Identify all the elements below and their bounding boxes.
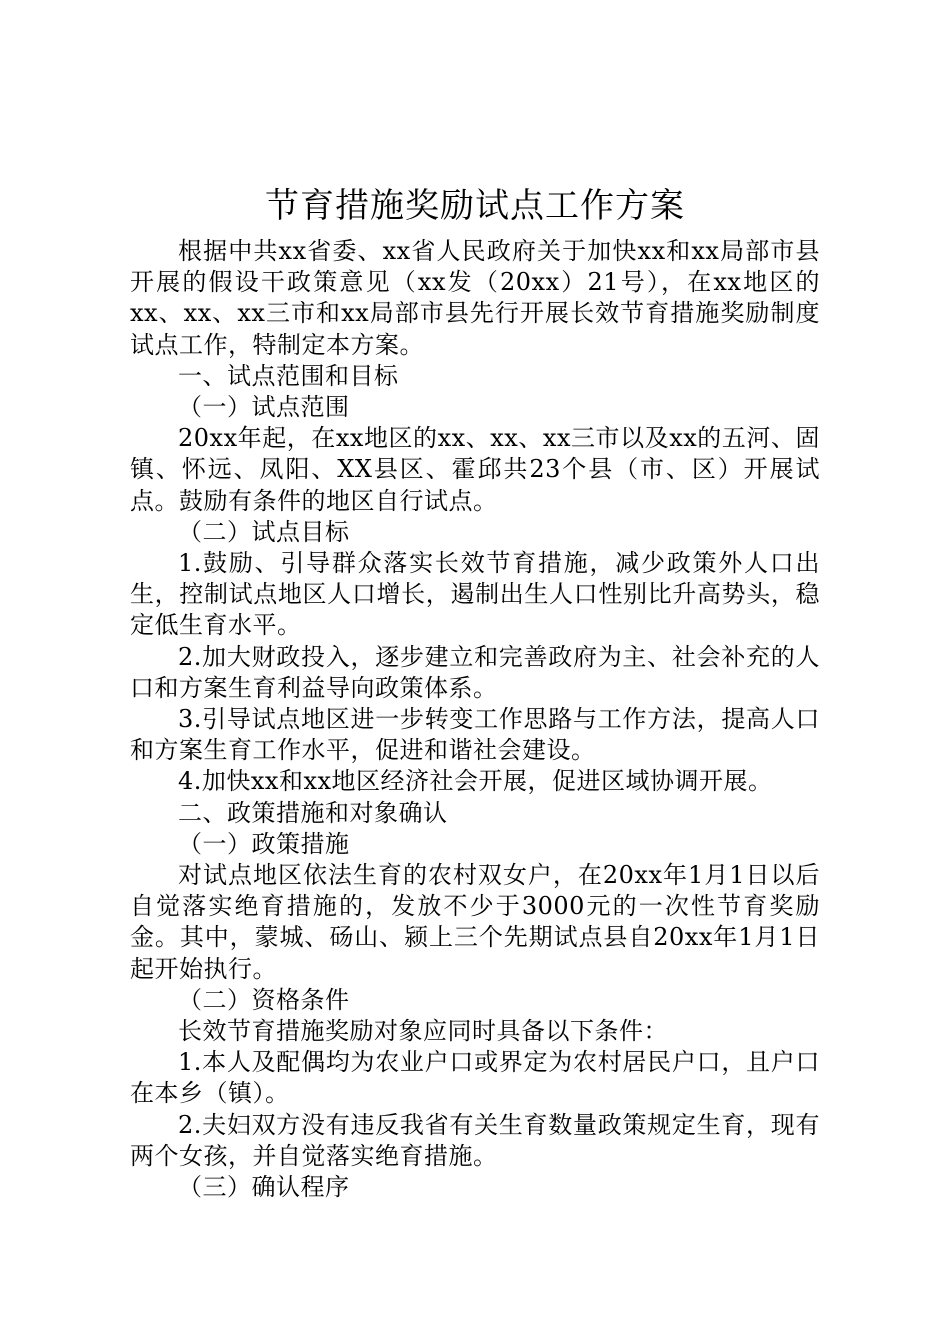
heading-sub-procedure: （三）确认程序 — [178, 1173, 350, 1202]
paragraph-measures: 对试点地区依法生育的农村双女户，在20xx年1月1日以后自觉落实绝育措施的，发放不少于3000元的一次性节育奖励金。其中，蒙城、砀山、颍上三个先期试点县自20xx年1月1日起开始执行。 — [130, 861, 820, 983]
heading-section-1: 一、试点范围和目标 — [178, 361, 399, 390]
paragraph-scope: 20xx年起，在xx地区的xx、xx、xx三市以及xx的五河、固镇、怀远、凤阳、XX县区、霍邱共23个县（市、区）开展试点。鼓励有条件的地区自行试点。 — [130, 424, 820, 515]
document-title: 节育措施奖励试点工作方案 — [265, 186, 685, 226]
heading-sub-goals: （二）试点目标 — [178, 517, 350, 546]
paragraph-goal-2: 2.加大财政投入，逐步建立和完善政府为主、社会补充的人口和方案生育利益导向政策体系。 — [130, 642, 820, 702]
paragraph-goal-3: 3.引导试点地区进一步转变工作思路与工作方法，提高人口和方案生育工作水平，促进和谐社会建设。 — [130, 705, 820, 765]
paragraph-goal-1: 1.鼓励、引导群众落实长效节育措施，减少政策外人口出生，控制试点地区人口增长，遏制出生人口性别比升高势头，稳定低生育水平。 — [130, 549, 820, 640]
heading-sub-measures: （一）政策措施 — [178, 829, 350, 858]
paragraph-eligibility-1: 1.本人及配偶均为农业户口或界定为农村居民户口，且户口在本乡（镇）。 — [130, 1048, 820, 1108]
paragraph-goal-4: 4.加快xx和xx地区经济社会开展，促进区域协调开展。 — [178, 767, 773, 796]
heading-section-2: 二、政策措施和对象确认 — [178, 798, 448, 827]
paragraph-eligibility-intro: 长效节育措施奖励对象应同时具备以下条件： — [178, 1017, 668, 1046]
document-body — [130, 236, 820, 1203]
paragraph-eligibility-2: 2.夫妇双方没有违反我省有关生育数量政策规定生育，现有两个女孩，并自觉落实绝育措施。 — [130, 1110, 820, 1170]
heading-sub-scope: （一）试点范围 — [178, 393, 350, 422]
heading-sub-eligibility: （二）资格条件 — [178, 985, 350, 1014]
paragraph-intro: 根据中共xx省委、xx省人民政府关于加快xx和xx局部市县开展的假设干政策意见（xx发（20xx）21号），在xx地区的xx、xx、xx三市和xx局部市县先行开展长效节育措施奖励制度试点工作，特制定本方案。 — [130, 237, 820, 359]
